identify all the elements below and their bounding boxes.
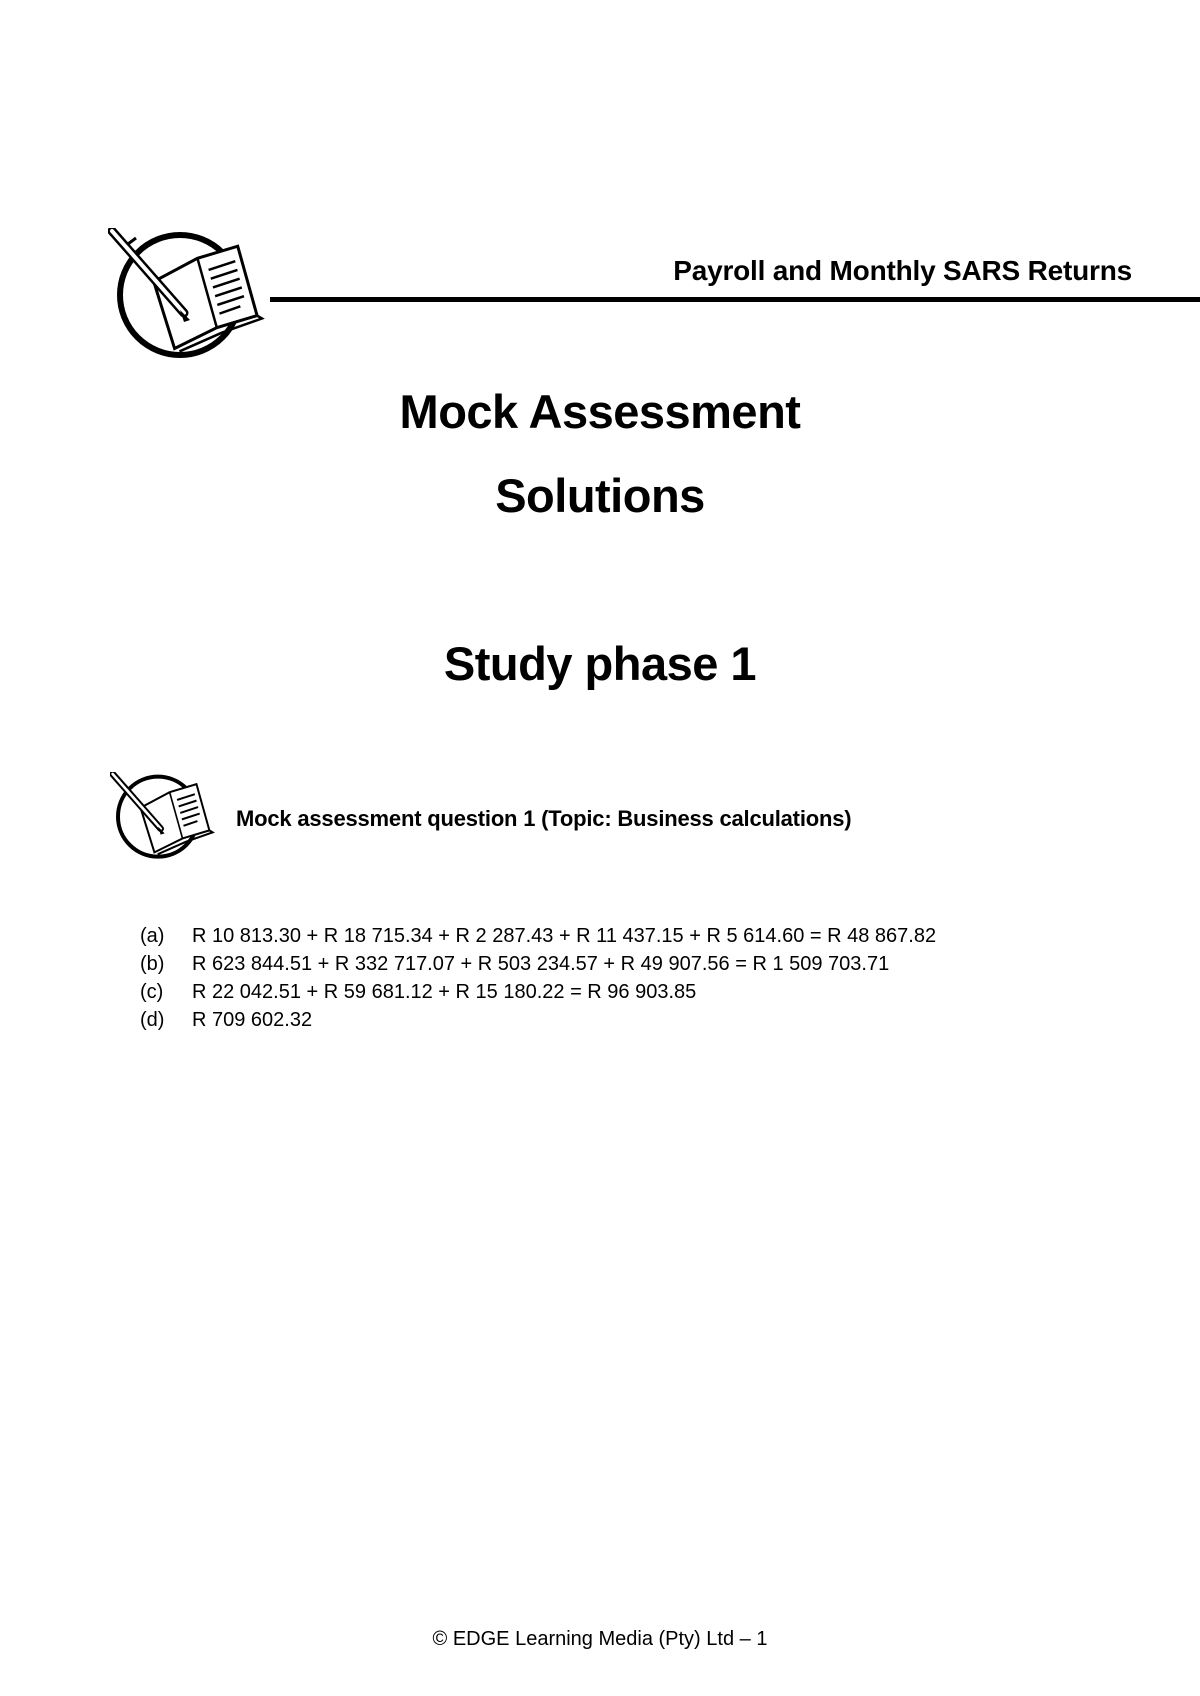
answer-item [140,950,936,978]
book-and-pen-icon [108,228,273,363]
answer-label: (a) [140,925,165,947]
page-title: Mock Assessment [399,385,801,438]
answer-item [140,1006,936,1034]
answer-item [140,922,936,950]
answer-list [140,922,936,1034]
answer-label: (b) [140,953,165,975]
study-phase-title: Study phase 1 [443,637,757,690]
answer-text: R 10 813.30 + R 18 715.34 + R 2 287.43 + R 11 437.15 + R 5 614.60 = R 48 867.82 [192,925,937,947]
question-heading: Mock assessment question 1 (Topic: Business calculations) [236,806,852,831]
answer-label: (d) [140,1009,165,1031]
page-subtitle: Solutions [495,469,705,522]
answer-item [140,978,936,1006]
page-footer: © EDGE Learning Media (Pty) Ltd – 1 [432,1628,768,1650]
book-and-pen-icon [110,772,220,862]
running-header-title: Payroll and Monthly SARS Returns [673,255,1132,286]
answer-label: (c) [140,981,164,1003]
answer-text: R 22 042.51 + R 59 681.12 + R 15 180.22 = R 96 903.85 [192,981,697,1003]
answer-text: R 709 602.32 [192,1009,313,1031]
header-rule [270,297,1200,302]
answer-text: R 623 844.51 + R 332 717.07 + R 503 234.57 + R 49 907.56 = R 1 509 703.71 [192,953,890,975]
